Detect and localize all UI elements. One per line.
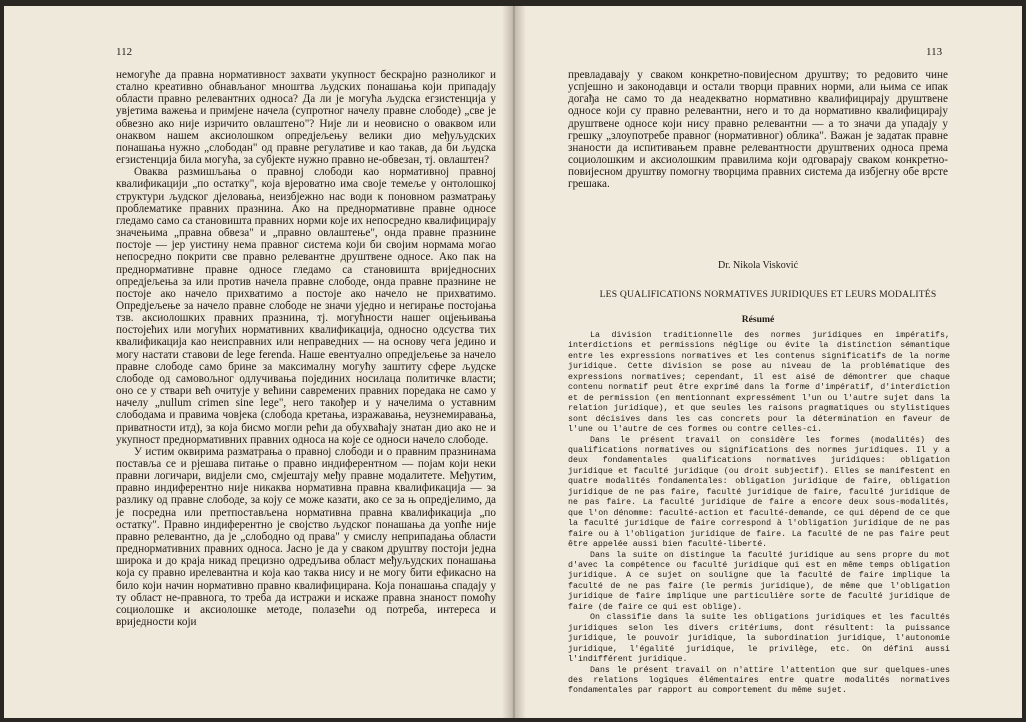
resume-paragraph: Dans le présent travail on considère les formes (modalités) des qualifications normatives ou significations des normes juridiques. Il y a deux fondamentales qualifications normatives juridiques: obligation juridique et faculté juridique (ou droit subjectif). Elles se manifestent en quatre modalités fondamentales: obligation juridique de faire, obligation juridique de ne pas faire, faculté juridique de faire, faculté juridique de ne pas faire. La faculté juridique de faire a encore deux sous-modalités, que l'on dénomme: faculté-action et faculté-demande, ce qui dépend de ce que la faculté juridique de faire correspond à l'obligation juridique de ne pas faire ou à l'obligation juridique de faire. La faculté de ne pas faire peut être appelée aussi bien faculté-liberté. bbox=[568, 435, 950, 550]
book-gutter bbox=[502, 6, 526, 718]
resume-paragraph: On classifie dans la suite les obligations juridiques et les facultés juridiques selon les divers critériums, dont résultent: la puissance juridique, le pouvoir juridique, la subordination juridique, l'autonomie juridique, l'égalité juridique, le privilège, etc. On défini aussi l'indifférent juridique. bbox=[568, 613, 950, 665]
left-page-text bbox=[116, 69, 496, 628]
author-name: Dr. Nikola Visković bbox=[717, 260, 799, 271]
resume-paragraph: Dans le présent travail on n'attire l'attention que sur quelques-unes des relations logiques élémentaires entre quatre modalités normatives fondamentales par rapport au comportement du même sujet. bbox=[568, 665, 950, 696]
article-title: LES QUALIFICATIONS NORMATIVES JURIDIQUES ET LEURS MODALITÉS bbox=[599, 289, 937, 300]
right-page-text bbox=[568, 69, 948, 191]
resume-text bbox=[568, 331, 950, 697]
page-number: 113 bbox=[926, 46, 943, 58]
resume-heading: Résumé bbox=[741, 314, 775, 325]
right-page bbox=[514, 6, 1022, 718]
paragraph: превладавају у сваком конкретно-повијесном друштву; то редовито чине успјешно и законодавци и остали творци правних норми, али њима се ипак догађа не само то да неадекватно нормативно квалифицирају друштвене односе који су правно релевантни, него и то да нормативно квалифицирају друштвене односе који нису правно релевантни — а то значи да упадају у грешку „злоупотребе правног (нормативног) облика". Важан је задатак правне знаности да испитивањем правне релевантности друштвених односа према социолошким и аксиолошким правилима који одговарају сваком конкретно-повијесном друштву помогну творцима правних система да избјегну обе врсте грешака. bbox=[568, 69, 948, 191]
paragraph: Оваква размишљања о правној слободи као нормативној правној квалификацији „по остатку", која вјероватно има своје темеље у онтолошкој структури људског дјеловања, неизбјежно нас води к поновном разматрању проблематике правних празнина. Ако на преднормативне правне односе гледамо само са становишта правних норми које их непосредно квалифицирају значењима „правна обвеза" и „правно овлаштење", онда правне празнине постоје — јер уистину нема правног система који би својим нормама могао непосредно покрити све правно релевантне друштвене односе. Ако пак на преднормативне правне односе гледамо са становишта вриједносних опредјељења за или против начела правне слободе, онда правне празнине не постоје ако начело прихватимо а постоје ако начело не прихватимо. Опредјељење за начело правне слободе не значи уједно и негирање постојања тзв. аксиолошких правних празнина, тј. могућности нашег оцјењивања постојећих или могућих нормативних квалификација, односно одсуства тих квалификација као неисправних или неправедних — на основу чега једино и могу настати ставови de lege ferenda. Наше евентуално опредјељење за начело правне слободе само брине за максималну могућу заштиту сфере људске слободе од самовољног одлучивања појединих носилаца политичке власти; оно се у ствари већ очитује у већини савремених правних поредака не само у начелу „nullum crimen sine lege", него такођер и у начелима о уставним слободама и правима човјека (слобода кретања, изражавања, неузнемиравања, приватности итд), за која бисмо могли рећи да обухваћају знатан дио ако не и укупност преднормативних правних односа на које се односи начело слободе. bbox=[116, 166, 496, 446]
paragraph: У истим оквирима разматрања о правној слободи и о правним празнинама постављa се и рјешава питање о правно индиферентном — појам који неки правни логичари, видјели смо, смјештају међу правне модалитете. Међутим, правно индиферентно није никаква нормативна правна квалификација — за разлику од правне слободе, за коју се може казати, ако се за њ опредјелимо, да је посредна или претпостављена нормативна правна квалификација „по остатку". Правно индиферентно је својство људског понашања да уопће није правно релевантно, да је „слободно од права" у смислу неприпадања области преднормативних правних односа. Јасно је да у сваком друштву постоји једна широка и до краја никад прецизно одредљива област међуљудских понашања која су правно ирелевантна и која као таква нису и не могу бити ефикасно на било који начин нормативно правно квалифицирана. Која понашања спадају у ту област не-правнога, то треба да истражи и искаже правна знаност помоћу социолошке и аксиолошке методе, полазећи од потреба, интереса и вриједности који bbox=[116, 445, 496, 629]
paragraph: немогуће да правна нормативност захвати укупност бескрајно разноликог и стално креативно обнављаног мноштва људских понашања који припадају области правно релевантних односа? Да ли је могућа људска егзистенција у увјетима важења и примјене начела (супротног начелу правне слободе) „све је обвезно ако није изричито овлаштено"? Није ли и неовисно о оваквом или онаквом нашем аксиолошком опредјељењу велики дио међуљудских понашања нужно „слободан" од правне регулативе и као такав, да би људска егзистенција била могућа, за субјекте нужно правно не-обвезан, тј. овлаштен? bbox=[116, 69, 496, 167]
book-spread bbox=[4, 6, 1022, 718]
resume-paragraph: Dans la suite on distingue la faculté juridique au sens propre du mot d'avec la compétence ou faculté juridique qui est en même temps obligation juridique. A ce sujet on souligne que la faculté de faire implique la faculté de ne pas faire (le permis juridique), de même que l'obligation juridique de faire implique une particulière sorte de faculté juridique de faire (de faire ce qui est oblige). bbox=[568, 550, 950, 612]
left-page bbox=[4, 6, 512, 718]
resume-paragraph: La division traditionnelle des normes juridiques en impératifs, interdictions et permissions néglige ou évite la distinction sémantique entre les expressions normatives et les contenus significatifs de la norme juridique. Cette division se pose au niveau de la problématique des expressions normatives; cependant, il est aisé de démontrer que chaque contenu normatif peut être exprimé dans la forme d'impératif, d'interdiction et de permission (en mentionnant expressément l'un ou l'autre sujet dans la relation juridique), et que seules les raisons pragmatiques ou stylistiques sont décisives dans les cas concrets pour la détermination en faveur de l'une ou l'autre de ces formes ou contre celles-ci. bbox=[568, 331, 950, 435]
page-number: 112 bbox=[116, 46, 133, 58]
